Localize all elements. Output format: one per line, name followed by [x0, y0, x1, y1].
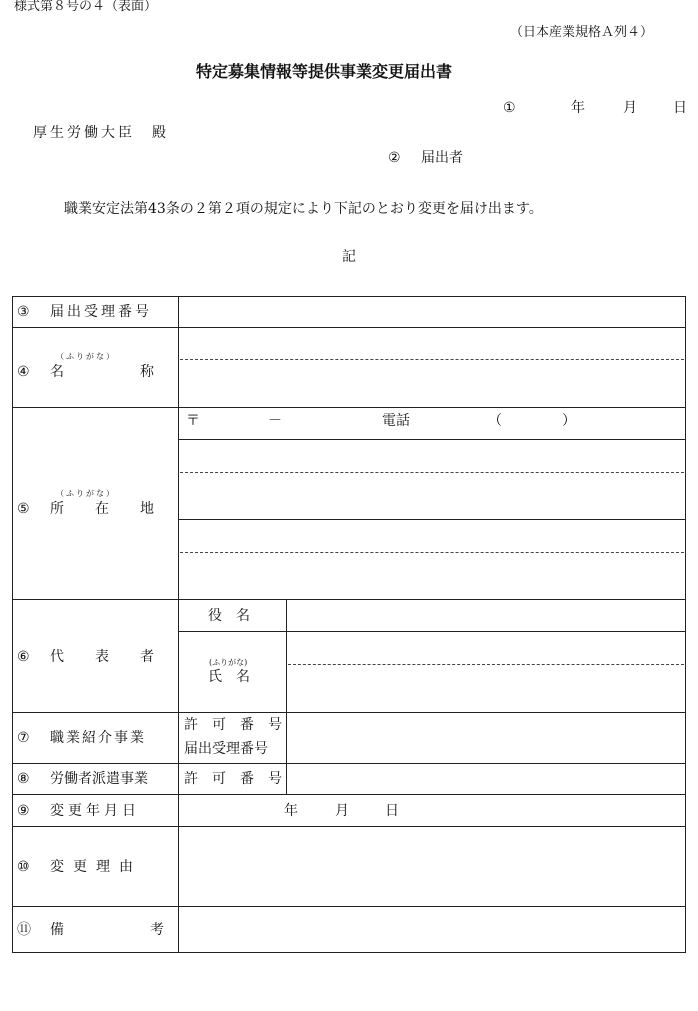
row-divider [12, 794, 686, 795]
furigana-label: （ふりがな） [56, 489, 116, 498]
phone-paren-close: ） [562, 413, 576, 429]
sub-column-divider [286, 599, 287, 795]
page-title: 特定募集情報等提供事業変更届出書 [196, 62, 453, 81]
row-label-rep-c: 者 [140, 649, 154, 665]
address-divider [178, 519, 686, 520]
row-divider [12, 712, 686, 713]
position-label: 役 名 [208, 608, 250, 624]
furigana-label: (ふりがな) [209, 658, 248, 667]
receipt-number-field[interactable] [180, 299, 684, 325]
label-column-divider [178, 296, 179, 953]
row-label-remarks-b: 考 [150, 922, 164, 938]
representative-furigana-field[interactable] [288, 633, 684, 662]
change-year-label: 年 [284, 803, 298, 819]
row-label-rep-a: 代 [50, 649, 64, 665]
row-label-name-a: 名 [50, 364, 64, 380]
row-divider [12, 906, 686, 907]
row-number: ⑪ [17, 922, 31, 938]
row-label-change-date: 変更年月日 [50, 803, 140, 819]
applicant-label: 届出者 [421, 150, 463, 166]
row-label-name-b: 称 [140, 364, 154, 380]
row-number: ⑧ [17, 771, 30, 787]
date-year-label: 年 [571, 100, 585, 116]
address-divider [178, 439, 686, 440]
change-month-label: 月 [335, 803, 349, 819]
paper-standard: （日本産業規格Ａ列４） [510, 25, 654, 40]
row-label-dispatch-business: 労働者派遣事業 [50, 771, 148, 787]
row-label-change-reason: 変更理由 [50, 859, 142, 875]
phone-paren-open: （ [488, 413, 502, 429]
dispatch-license-field[interactable] [288, 765, 684, 792]
row-label-placement-business: 職業紹介事業 [50, 730, 146, 746]
ki-mark: 記 [342, 249, 356, 265]
furigana-label: （ふりがな） [56, 352, 116, 361]
row-number: ⑨ [17, 803, 30, 819]
address-field-2[interactable] [180, 521, 684, 597]
address-field-1[interactable] [180, 441, 684, 517]
statement: 職業安定法第43条の２第２項の規定により下記のとおり変更を届け出ます。 [64, 201, 543, 217]
representative-name-field[interactable] [288, 667, 684, 710]
position-field[interactable] [288, 601, 684, 629]
postal-phone-field[interactable] [200, 409, 684, 437]
addressee: 厚生労働大臣 殿 [33, 125, 169, 141]
name-field[interactable] [180, 362, 684, 405]
change-date-field[interactable] [180, 796, 684, 824]
form-number: 様式第８号の４（表面） [14, 0, 158, 14]
phone-label: 電話 [382, 413, 410, 429]
license-number-label: 許 可 番 号 [184, 717, 282, 733]
row-divider [12, 763, 686, 764]
representative-divider [178, 631, 686, 632]
row-number: ⑤ [17, 501, 30, 517]
representative-name-label: 氏 名 [208, 669, 250, 685]
postal-mark: 〒 [186, 413, 200, 429]
row-label-rep-b: 表 [95, 649, 109, 665]
row-number: ⑦ [17, 730, 30, 746]
row-number: ④ [17, 364, 30, 380]
placement-license-field[interactable] [288, 714, 684, 761]
row-divider [12, 407, 686, 408]
furigana-line [180, 359, 684, 360]
receipt-number-label: 届出受理番号 [184, 741, 268, 757]
row-label-receipt-number: 届出受理番号 [50, 304, 152, 320]
row-number: ③ [17, 304, 30, 320]
postal-dash: － [268, 413, 282, 429]
row-divider [12, 826, 686, 827]
remarks-field[interactable] [180, 908, 684, 951]
applicant-marker: ② [388, 150, 401, 166]
row-divider [12, 327, 686, 328]
change-day-label: 日 [385, 803, 399, 819]
row-label-address-b: 在 [95, 501, 109, 517]
date-month-label: 月 [623, 100, 637, 116]
name-furigana-field[interactable] [180, 329, 684, 357]
row-label-address-a: 所 [50, 501, 64, 517]
furigana-line [288, 664, 684, 665]
row-number: ⑩ [17, 859, 30, 875]
change-reason-field[interactable] [180, 828, 684, 904]
row-label-remarks-a: 備 [50, 922, 64, 938]
row-divider [12, 599, 686, 600]
date-marker: ① [503, 100, 516, 116]
date-day-label: 日 [673, 100, 687, 116]
license-number-label: 許 可 番 号 [184, 771, 282, 787]
row-number: ⑥ [17, 649, 30, 665]
row-label-address-c: 地 [140, 501, 154, 517]
